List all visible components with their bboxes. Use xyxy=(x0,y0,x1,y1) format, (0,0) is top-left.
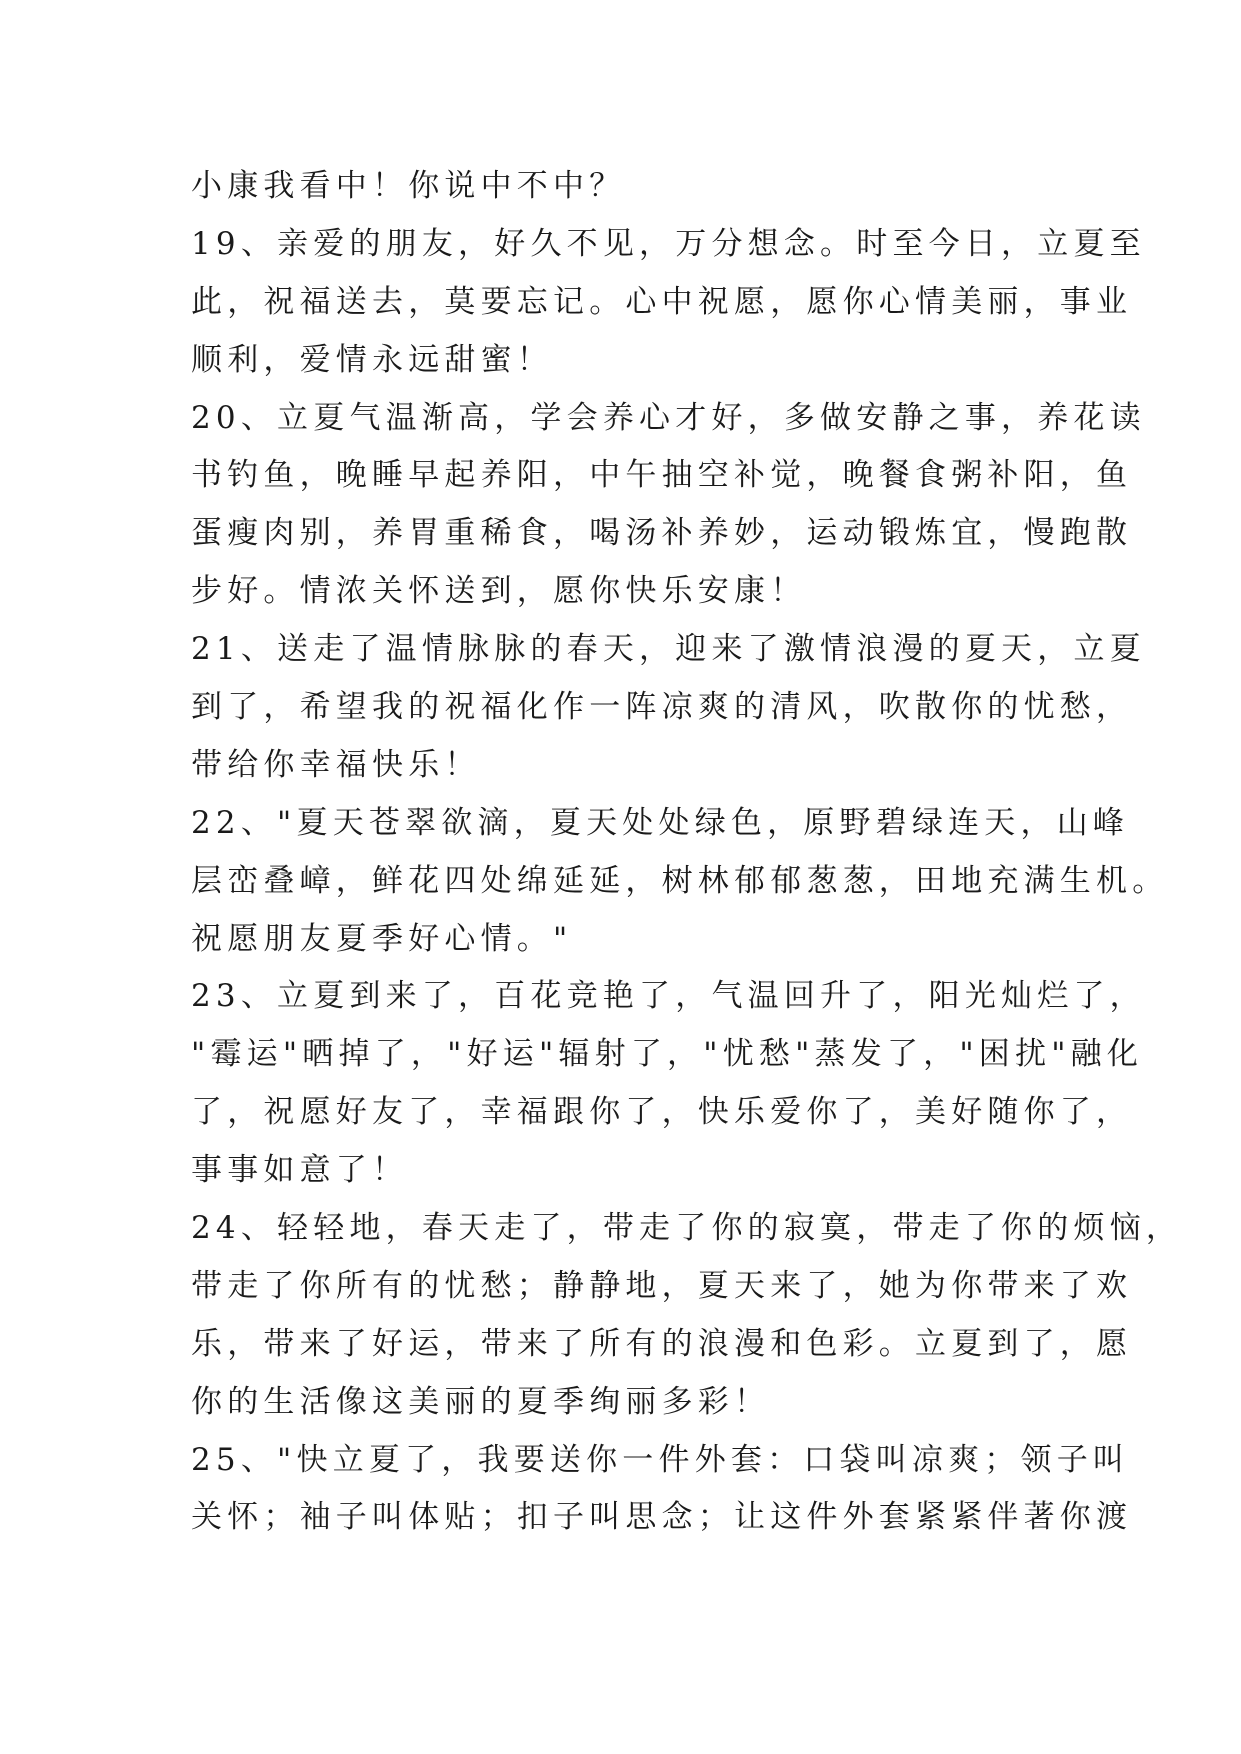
text-line: 20、立夏气温渐高，学会养心才好，多做安静之事，养花读 xyxy=(191,399,1146,436)
text-line: 祝愿朋友夏季好心情。" xyxy=(191,920,573,957)
document-body xyxy=(191,158,1183,1547)
text-line: 到了，希望我的祝福化作一阵凉爽的清风，吹散你的忧愁， xyxy=(191,689,1133,726)
text-line: 24、轻轻地，春天走了，带走了你的寂寞，带走了你的烦恼， xyxy=(191,1210,1183,1247)
text-line: 19、亲爱的朋友，好久不见，万分想念。时至今日，立夏至 xyxy=(191,225,1146,262)
text-line: 21、送走了温情脉脉的春天，迎来了激情浪漫的夏天，立夏 xyxy=(191,631,1146,668)
text-line: 你的生活像这美丽的夏季绚丽多彩！ xyxy=(191,1383,771,1420)
text-line: 小康我看中！你说中不中？ xyxy=(191,168,626,204)
text-line: 带给你幸福快乐！ xyxy=(191,746,481,783)
text-line: 顺利，爱情永远甜蜜！ xyxy=(191,341,553,378)
text-line: 了，祝愿好友了，幸福跟你了，快乐爱你了，美好随你了， xyxy=(191,1094,1133,1131)
text-line: 书钓鱼，晚睡早起养阳，中午抽空补觉，晚餐食粥补阳，鱼 xyxy=(191,457,1133,494)
text-line: 25、"快立夏了，我要送你一件外套：口袋叫凉爽；领子叫 xyxy=(191,1441,1130,1478)
text-line: 带走了你所有的忧愁；静静地，夏天来了，她为你带来了欢 xyxy=(191,1267,1133,1304)
text-line: 23、立夏到来了，百花竞艳了，气温回升了，阳光灿烂了， xyxy=(191,978,1146,1015)
text-line: 乐，带来了好运，带来了所有的浪漫和色彩。立夏到了，愿 xyxy=(191,1325,1133,1362)
text-line: 22、"夏天苍翠欲滴，夏天处处绿色，原野碧绿连天，山峰 xyxy=(191,804,1130,841)
text-line: 层峦叠嶂，鲜花四处绵延延，树林郁郁葱葱，田地充满生机。 xyxy=(191,862,1169,899)
text-line: 关怀；袖子叫体贴；扣子叫思念；让这件外套紧紧伴著你渡 xyxy=(191,1499,1133,1536)
text-line: 事事如意了！ xyxy=(191,1152,409,1189)
text-line: 步好。情浓关怀送到，愿你快乐安康！ xyxy=(191,573,807,610)
text-line: 此，祝福送去，莫要忘记。心中祝愿，愿你心情美丽，事业 xyxy=(191,283,1133,320)
text-line: "霉运"晒掉了，"好运"辐射了，"忧愁"蒸发了，"困扰"融化 xyxy=(191,1036,1144,1073)
text-line: 蛋瘦肉别，养胃重稀食，喝汤补养妙，运动锻炼宜，慢跑散 xyxy=(191,515,1133,552)
